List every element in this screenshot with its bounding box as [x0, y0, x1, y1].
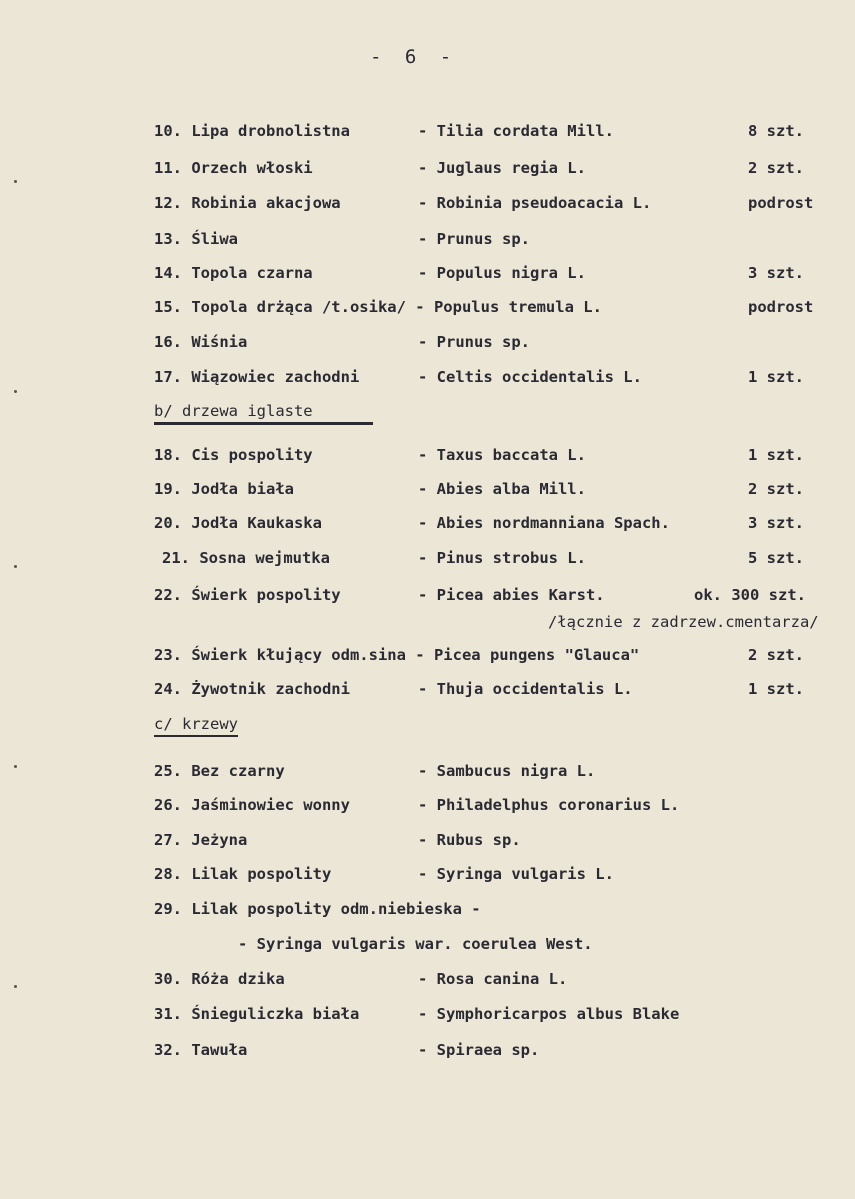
table-row	[0, 264, 855, 290]
table-row	[0, 865, 855, 891]
quantity: 1 szt.	[748, 680, 804, 698]
binder-hole-mark	[14, 565, 17, 568]
quantity: 3 szt.	[748, 264, 804, 282]
polish-name: 23. Świerk kłujący odm.sina - Picea pungens "Glauca"	[154, 646, 640, 664]
polish-name: 12. Robinia akacjowa	[154, 194, 341, 212]
polish-name: 28. Lilak pospolity	[154, 865, 332, 883]
page-number: - 6 -	[370, 46, 458, 68]
table-row	[0, 194, 855, 220]
latin-name-continued: - Syringa vulgaris war. coerulea West.	[238, 935, 593, 953]
latin-name: - Rosa canina L.	[418, 970, 568, 988]
binder-hole-mark	[14, 765, 17, 768]
table-row	[0, 970, 855, 996]
quantity: 1 szt.	[748, 446, 804, 464]
quantity: 2 szt.	[748, 480, 804, 498]
polish-name: 27. Jeżyna	[154, 831, 248, 849]
table-row	[0, 122, 855, 148]
table-row	[0, 549, 855, 575]
polish-name: 29. Lilak pospolity odm.niebieska -	[154, 900, 481, 918]
polish-name: 11. Orzech włoski	[154, 159, 313, 177]
polish-name: 30. Róża dzika	[154, 970, 285, 988]
latin-name: - Sambucus nigra L.	[418, 762, 596, 780]
table-row	[0, 514, 855, 540]
latin-name: - Prunus sp.	[418, 230, 530, 248]
latin-name: - Juglaus regia L.	[418, 159, 586, 177]
table-row	[0, 762, 855, 788]
polish-name: 24. Żywotnik zachodni	[154, 680, 350, 698]
section-heading-conifers: b/ drzewa iglaste	[154, 402, 373, 425]
table-row	[0, 368, 855, 394]
table-row	[0, 900, 855, 926]
latin-name: - Rubus sp.	[418, 831, 521, 849]
table-row	[0, 159, 855, 185]
polish-name: 14. Topola czarna	[154, 264, 313, 282]
polish-name: 22. Świerk pospolity	[154, 586, 341, 604]
polish-name: 20. Jodła Kaukaska	[154, 514, 322, 532]
table-row	[0, 1041, 855, 1067]
quantity: 1 szt.	[748, 368, 804, 386]
latin-name: - Philadelphus coronarius L.	[418, 796, 680, 814]
latin-name: - Thuja occidentalis L.	[418, 680, 633, 698]
polish-name: 18. Cis pospolity	[154, 446, 313, 464]
quantity: 2 szt.	[748, 159, 804, 177]
polish-name: 19. Jodła biała	[154, 480, 294, 498]
latin-name: - Taxus baccata L.	[418, 446, 586, 464]
polish-name: 31. Śnieguliczka biała	[154, 1005, 360, 1023]
latin-name: - Pinus strobus L.	[418, 549, 586, 567]
quantity: 5 szt.	[748, 549, 804, 567]
latin-name: - Spiraea sp.	[418, 1041, 540, 1059]
table-row	[0, 298, 855, 324]
table-row	[0, 446, 855, 472]
table-row	[0, 480, 855, 506]
polish-name: 13. Śliwa	[154, 230, 238, 248]
latin-name: - Syringa vulgaris L.	[418, 865, 614, 883]
section-heading-shrubs: c/ krzewy	[154, 715, 238, 737]
table-row	[0, 1005, 855, 1031]
polish-name: 16. Wiśnia	[154, 333, 248, 351]
binder-hole-mark	[14, 985, 17, 988]
table-row	[0, 680, 855, 706]
latin-name: - Abies alba Mill.	[418, 480, 586, 498]
quantity: ok. 300 szt.	[694, 586, 806, 604]
table-row	[0, 796, 855, 822]
latin-name: - Robinia pseudoacacia L.	[418, 194, 652, 212]
latin-name: - Celtis occidentalis L.	[418, 368, 642, 386]
quantity: 8 szt.	[748, 122, 804, 140]
polish-name: 17. Wiązowiec zachodni	[154, 368, 360, 386]
latin-name: - Populus nigra L.	[418, 264, 586, 282]
quantity: podrost	[748, 298, 814, 316]
quantity: 3 szt.	[748, 514, 804, 532]
binder-hole-mark	[14, 180, 17, 183]
polish-name: 21. Sosna wejmutka	[162, 549, 330, 567]
table-row	[0, 230, 855, 256]
table-row	[0, 586, 855, 612]
quantity: 2 szt.	[748, 646, 804, 664]
quantity: podrost	[748, 194, 814, 212]
binder-hole-mark	[14, 390, 17, 393]
table-row	[0, 646, 855, 672]
latin-name: - Tilia cordata Mill.	[418, 122, 614, 140]
latin-name: - Prunus sp.	[418, 333, 530, 351]
polish-name: 26. Jaśminowiec wonny	[154, 796, 350, 814]
table-row	[0, 333, 855, 359]
latin-name: - Symphoricarpos albus Blake	[418, 1005, 680, 1023]
table-row	[0, 831, 855, 857]
polish-name: 10. Lipa drobnolistna	[154, 122, 350, 140]
polish-name: 25. Bez czarny	[154, 762, 285, 780]
latin-name: - Abies nordmanniana Spach.	[418, 514, 670, 532]
polish-name: 15. Topola drżąca /t.osika/ - Populus tremula L.	[154, 298, 602, 316]
note-with-cemetery: /łącznie z zadrzew.cmentarza/	[548, 613, 819, 631]
polish-name: 32. Tawuła	[154, 1041, 248, 1059]
latin-name: - Picea abies Karst.	[418, 586, 605, 604]
